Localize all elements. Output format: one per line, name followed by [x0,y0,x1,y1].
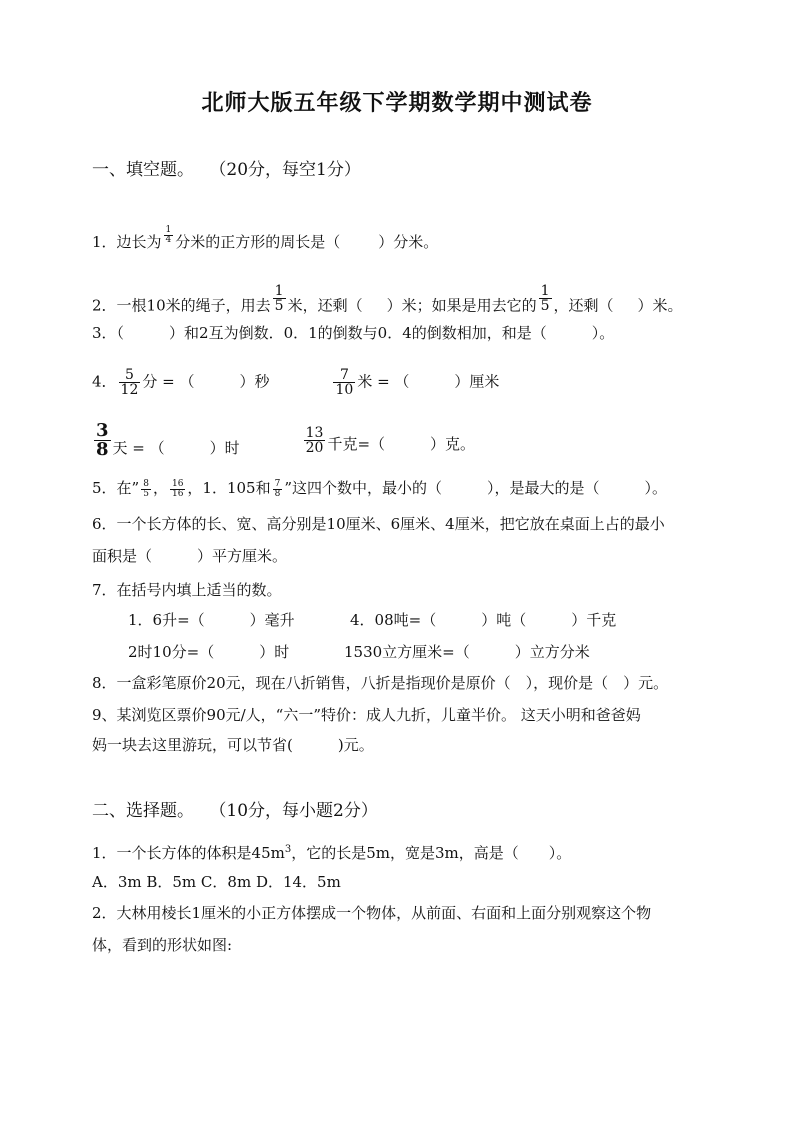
q4-numerator-1: 5 [125,367,134,383]
section-2-title: 二、选择题。 [92,801,194,821]
q5-fraction-2 [170,480,185,499]
q1-text-c: ）分米。 [378,233,439,251]
q1-text-b: 分米的正方形的周长是（ [175,233,341,251]
q2-fraction-1 [273,284,286,313]
choice-question-1 [92,840,571,863]
section-1-heading [92,160,361,180]
q2-denominator-2: 5 [540,298,550,314]
q4-denominator-3: 8 [96,439,109,460]
c1-text-a: 1．一个长方体的体积是45m [92,844,285,862]
question-4-row-1 [92,368,499,397]
choice-question-1-options: A．3m B．5m C．8m D．14．5m [92,873,341,891]
q4-fraction-4 [304,426,326,455]
question-7-item-2: 4．08吨=（ ）吨（ ）千克 [350,611,617,629]
q5-text-a: 5．在” [92,479,140,497]
question-4-row-2 [92,422,475,459]
q2-numerator-1: 1 [274,283,284,299]
question-2 [92,283,683,321]
q5-denominator-1: 5 [143,488,149,499]
q4-text-4: 千克=（ ）克。 [327,434,476,453]
q2-denominator-1: 5 [274,298,284,314]
q5-text-b: ，1．105和 [187,479,271,497]
q4-text-1: 分 = （ ）秒 [142,372,270,391]
choice-question-2-line-2: 体，看到的形状如图: [92,936,233,954]
section-2-heading [92,801,378,821]
q4-denominator-4: 20 [305,440,324,456]
question-3: 3．（ ）和2互为倒数．0．1的倒数与0．4的倒数相加，和是（ ）。 [92,324,615,342]
q2-text-d: ，还剩（ [553,296,614,315]
section-1-title: 一、填空题。 [92,160,194,180]
q5-numerator-3: 7 [274,478,281,489]
q4-numerator-3: 3 [96,420,109,441]
q5-denominator-2: 16 [171,488,184,499]
choice-question-2-line-1: 2．大林用棱长1厘米的小正方体摆成一个物体，从前面、右面和上面分别观察这个物 [92,904,652,922]
c1-text-b: ，它的长是5m，宽是3m，高是（ ）。 [291,844,572,862]
q2-text-e: ）米。 [637,296,683,315]
q4-text-2: 米 = （ ）厘米 [357,372,500,391]
q5-denominator-3: 8 [274,488,281,499]
section-2-score: （10分，每小题2分） [209,801,378,821]
q5-text-c: ”这四个数中，最小的（ ），是最大的是（ ）。 [284,479,668,497]
q4-numerator-4: 13 [305,425,324,441]
question-6-line-2: 面积是（ ）平方厘米。 [92,547,288,565]
q2-fraction-2 [539,284,552,313]
page-title: 北师大版五年级下学期数学期中测试卷 [201,91,593,116]
question-7-prompt: 7．在括号内填上适当的数。 [92,581,282,599]
q4-fraction-2 [333,368,355,397]
question-7-item-3: 2时10分=（ ）时 [128,643,290,661]
q4-text-3: 天 = （ ）时 [112,438,240,457]
q2-text-b: 米，还剩（ [287,296,363,315]
q1-numerator: 1 [165,224,172,235]
q5-fraction-1 [141,480,151,499]
q5-fraction-3 [273,480,283,499]
q1-fraction [164,226,174,245]
q5-separator: ， [152,479,168,497]
q1-text-a: 1．边长为 [92,233,162,251]
question-9-line-2: 妈一块去这里游玩，可以节省( )元。 [92,736,374,754]
question-5 [92,478,667,499]
q4-label: 4． [92,372,117,391]
q4-denominator-1: 12 [120,382,139,398]
q1-denominator: 4 [165,234,172,245]
q4-fraction-3 [94,422,111,459]
question-8: 8．一盒彩笔原价20元，现在八折销售，八折是指现价是原价（ ），现价是（ ）元。 [92,674,669,692]
q2-text-a: 2．一根10米的绳子，用去 [92,296,271,315]
question-9-line-1: 9、某浏览区票价90元/人，“六一”特价：成人九折，儿童半价。 这天小明和爸爸妈 [92,706,641,724]
q5-numerator-1: 8 [143,478,149,489]
q4-denominator-2: 10 [335,382,354,398]
q5-numerator-2: 16 [171,478,184,489]
question-6-line-1: 6．一个长方体的长、宽、高分别是10厘米、6厘米、4厘米，把它放在桌面上占的最小 [92,515,665,533]
q4-fraction-1 [119,368,141,397]
q2-numerator-2: 1 [540,283,550,299]
question-7-item-1: 1．6升=（ ）毫升 [128,611,295,629]
q2-text-c: ）米；如果是用去它的 [386,296,537,315]
q4-numerator-2: 7 [339,367,349,383]
c1-superscript: 3 [284,844,292,855]
question-1 [92,224,439,253]
section-1-score: （20分，每空1分） [209,160,361,180]
question-7-item-4: 1530立方厘米=（ ）立方分米 [344,643,590,661]
